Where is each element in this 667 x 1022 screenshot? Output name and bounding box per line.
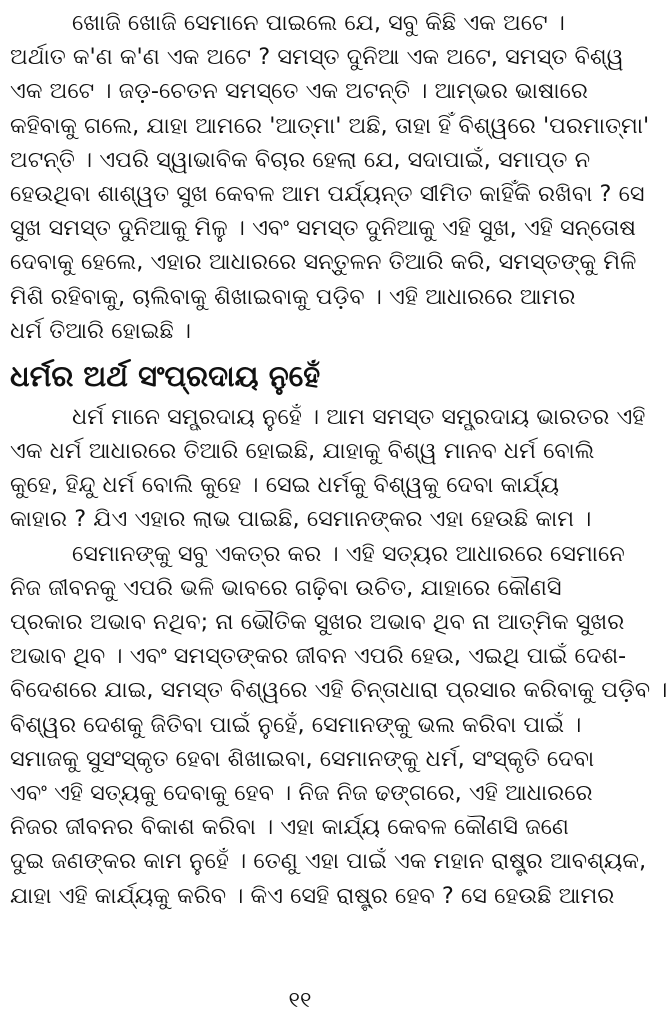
text-line: ବିଦେଶରେ ଯାଇ, ସମସ୍ତ ବିଶ୍ୱରେ ଏହି ଚିନ୍ତାଧାରା ପ୍ରସାର କରିବାକୁ ପଡ଼ିବ । [10,677,667,704]
text-line: ଅର୍ଥାତ କ'ଣ କ'ଣ ଏକ ଅଟେ ? ସମସ୍ତ ଦୁନିଆ ଏକ ଅଟେ, ସମସ୍ତ ବିଶ୍ୱ [10,44,624,71]
text-line: ସୁଖ ସମସ୍ତ ଦୁନିଆକୁ ମିଳୁ । ଏବଂ ସମସ୍ତ ଦୁନିଆକୁ ଏହି ସୁଖ, ଏହି ସନ୍ତୋଷ [10,215,636,242]
paragraph-3 [10,537,667,913]
text-line: ଧର୍ମ ମାନେ ସମ୍ପ୍ରଦାୟ ନୁହେଁ । ଆମ ସମସ୍ତ ସମ୍ପ୍ରଦାୟ ଭାରତର ଏହି [72,403,646,430]
text-line: ଅଟନ୍ତି । ଏପରି ସ୍ୱାଭାବିକ ବିଚାର ହେଲା ଯେ, ସଦାପାଇଁ, ସମାପ୍ତ ନ [10,146,591,173]
paragraph-1 [10,6,650,348]
page-number: ୧୧ [288,988,312,1013]
text-line: ନିଜର ଜୀବନର ବିକାଶ କରିବା । ଏହା କାର୍ଯ୍ୟ କେବଳ କୌଣସି ଜଣେ [10,814,569,841]
text-line: ମିଶି ରହିବାକୁ, ଚାଲିବାକୁ ଶିଖାଇବାକୁ ପଡ଼ିବ । ଏହି ଆଧାରରେ ଆମର [10,283,576,310]
text-line: ଏକ ଧର୍ମ ଆଧାରରେ ତିଆରି ହୋଇଛି, ଯାହାକୁ ବିଶ୍ୱ ମାନବ ଧର୍ମ ବୋଲି [10,438,595,465]
text-line: ବିଶ୍ୱର ଦେଶକୁ ଜିତିବା ପାଇଁ ନୁହେଁ, ସେମାନଙ୍କୁ ଭଲ କରିବା ପାଇଁ । [10,711,582,738]
text-line: ଧର୍ମ ତିଆରି ହୋଇଛି । [10,317,192,344]
text-line: ହେଉଥିବା ଶାଶ୍ୱତ ସୁଖ କେବଳ ଆମ ପର୍ଯ୍ୟନ୍ତ ସୀମିତ କାହିଁକି ରଖିବା ? ସେ [10,180,645,207]
paragraph-2 [10,400,646,537]
text-line: ଏବଂ ଏହି ସତ୍ୟକୁ ଦେବାକୁ ହେବ । ନିଜ ନିଜ ଢଙ୍ଗରେ, ଏହି ଆଧାରରେ [10,779,593,806]
text-line: ସମାଜକୁ ସୁସଂସ୍କୃତ ହେବା ଶିଖାଇବା, ସେମାନଙ୍କୁ ଧର୍ମ, ସଂସ୍କୃତି ଦେବା [10,745,595,772]
section-heading: ଧର୍ମର ଅର୍ଥ ସଂପ୍ରଦାୟ ନୁହେଁ [10,358,321,393]
text-line: ଦେବାକୁ ହେଲେ, ଏହାର ଆଧାରରେ ସନ୍ତୁଳନ ତିଆରି କରି, ସମସ୍ତଙ୍କୁ ମିଳି [10,249,637,276]
text-line: କାହାର ? ଯିଏ ଏହାର ଲାଭ ପାଇଛି, ସେମାନଙ୍କର ଏହା ହେଉଛି କାମ । [10,506,592,533]
text-line: ଅଭାବ ଥିବ । ଏବଂ ସମସ୍ତଙ୍କର ଜୀବନ ଏପରି ହେଉ, ଏଇଥି ପାଇଁ ଦେଶ- [10,643,627,670]
text-line: ଦୁଇ ଜଣଙ୍କର କାମ ନୁହେଁ । ତେଣୁ ଏହା ପାଇଁ ଏକ ମହାନ ରାଷ୍ଟ୍ର ଆବଶ୍ୟକ, [10,848,647,875]
text-line: ପ୍ରକାର ଅଭାବ ନଥିବ; ନା ଭୌତିକ ସୁଖର ଅଭାବ ଥିବ ନା ଆତ୍ମିକ ସୁଖର [10,609,625,635]
text-line: କୁହେ, ହିନ୍ଦୁ ଧର୍ମ ବୋଲି କୁହେ । ସେଇ ଧର୍ମକୁ ବିଶ୍ୱକୁ ଦେବା କାର୍ଯ୍ୟ [10,472,560,499]
text-line: ନିଜ ଜୀବନକୁ ଏପରି ଭଳି ଭାବରେ ଗଢ଼ିବା ଉଚିତ, ଯାହାରେ କୌଣସି [10,574,562,601]
text-line: କହିବାକୁ ଗଲେ, ଯାହା ଆମରେ 'ଆତ୍ମା' ଅଛି, ତାହା ହିଁ ବିଶ୍ୱରେ 'ପରମାତ୍ମା' [10,112,650,139]
text-line: ଏକ ଅଟେ । ଜଡ଼-ଚେତନ ସମସ୍ତେ ଏକ ଅଟନ୍ତି । ଆମ୍ଭର ଭାଷାରେ [10,78,588,105]
text-line: ଖୋଜି ଖୋଜି ସେମାନେ ପାଇଲେ ଯେ, ସବୁ କିଛି ଏକ ଅଟେ । [72,10,565,36]
text-line: ସେମାନଙ୍କୁ ସବୁ ଏକତ୍ର କର । ଏହି ସତ୍ୟର ଆଧାରରେ ସେମାନେ [72,540,625,567]
text-line: ଯାହା ଏହି କାର୍ଯ୍ୟକୁ କରିବ । କିଏ ସେହି ରାଷ୍ଟ୍ର ହେବ ? ସେ ହେଉଛି ଆମର [10,882,615,909]
